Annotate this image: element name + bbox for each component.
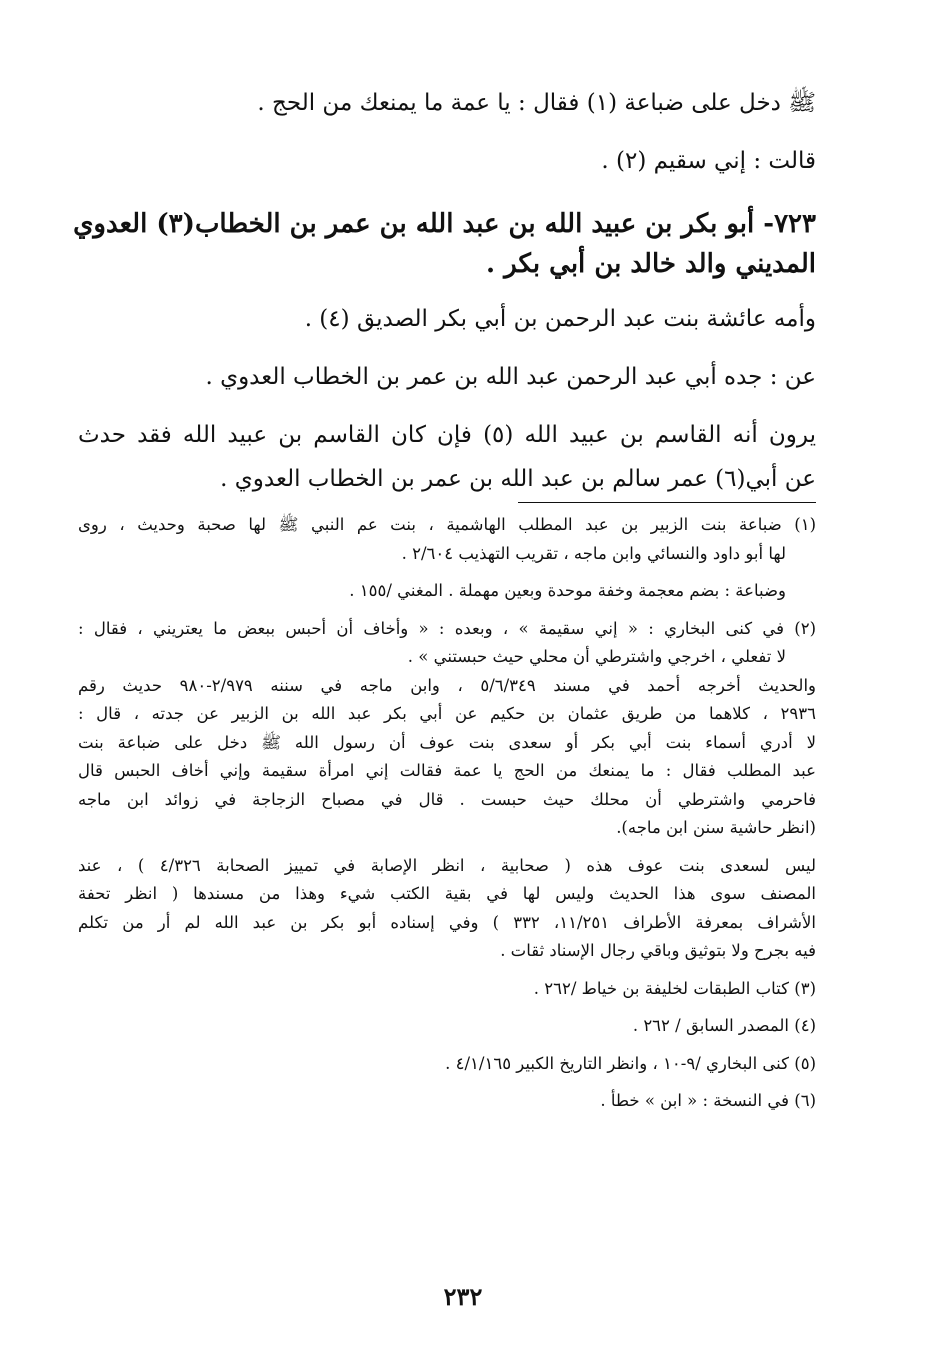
footnote-6 [78, 1087, 816, 1116]
main-text [73, 88, 816, 494]
footnote-5-text: كنى البخاري /٩-١٠ ، وانظر التاريخ الكبير ٤/١/١٦٥ . [445, 1053, 789, 1073]
footnote-2-p2-line-1: والحديث أخرجه أحمد في مسند ٥/٦/٣٤٩ ، وابن ماجه في سننه ٢/٩٧٩-٩٨٠ حديث رقم [78, 675, 816, 695]
footnote-2-text: في كنى البخاري : « إني سقيمة » ، وبعده : « وأخاف أن أحبس ببعض ما يعتريني ، فقال : [78, 618, 784, 638]
footnote-2-p2-line-6: (انظر حاشية سنن ابن ماجه). [616, 818, 816, 837]
footnote-2-p3-line-4: فيه بجرح ولا بتوثيق وباقي رجال الإسناد ثقات . [500, 941, 816, 960]
book-page [73, 88, 817, 1125]
footnote-divider [518, 502, 816, 503]
footnote-1 [78, 511, 816, 606]
footnote-2 [78, 615, 816, 966]
footnote-3-number: (٣) [794, 978, 816, 998]
footnote-2-p2-line-4: عبد المطلب فقال : ما يمنعك من الحج يا عمة فقالت إني امرأة سقيمة وإني أخاف الحبس قال [78, 761, 816, 780]
text-line-1: ﷺ دخل على ضباعة (١) فقال : يا عمة ما يمنعك من الحج . [257, 90, 816, 116]
entry-723-heading [73, 204, 816, 284]
footnote-6-text: في النسخة : « ابن » خطأ . [600, 1091, 789, 1110]
footnote-2-number: (٢) [794, 618, 816, 638]
text-line-7: يرون أنه القاسم بن عبيد الله (٥) فإن كان القاسم بن عبيد الله فقد حدث [78, 422, 816, 448]
footnote-2-p2-line-3: لا أدري أسماء بنت أبي بكر أو سعدى بنت عوف أن رسول الله ﷺ دخل على ضباعة بنت [78, 732, 816, 752]
footnote-2-p3-line-2: المصنف سوى هذا الحديث وليس لها في بقية الكتب شيء وهذا من مسندها ( انظر تحفة [78, 884, 816, 903]
footnote-4 [78, 1012, 816, 1041]
footnote-1-line-2: لها أبو داود والنسائي وابن ماجه ، تقريب التهذيب ٢/٦٠٤ . [401, 543, 786, 563]
footnote-1-line-1 [78, 511, 816, 540]
entry-heading-line-2: المديني والد خالد بن أبي بكر . [486, 249, 816, 279]
text-line-mother: وأمه عائشة بنت عبد الرحمن بن أبي بكر الصديق (٤) . [304, 306, 816, 332]
footnote-5-number: (٥) [794, 1053, 816, 1073]
footnote-5 [78, 1050, 816, 1079]
footnote-2-p2-line-2: ٢٩٣٦ ، كلاهما من طريق عثمان بن حكيم عن أبي بكر عبد الله بن الزبير عن جدته ، قال : [78, 704, 816, 723]
footnote-2-paragraph-3 [78, 852, 816, 966]
footnote-4-text: المصدر السابق / ٢٦٢ . [632, 1016, 789, 1035]
footnotes [78, 511, 816, 1116]
text-line-2: قالت : إني سقيم (٢) . [601, 148, 816, 174]
text-line-narrates-from: عن : جده أبي عبد الرحمن عبد الله بن عمر بن الخطاب العدوي . [205, 364, 816, 390]
text-line-8: عن أبي(٦) عمر سالم بن عبد الله بن عمر بن الخطاب العدوي . [220, 466, 816, 492]
footnote-1-number: (١) [794, 515, 817, 534]
footnote-2-p3-line-1: ليس لسعدى بنت عوف هذه ( صحابية ، انظر الإصابة في تمييز الصحابة ٤/٣٢٦ ) ، عند [78, 855, 816, 875]
entry-heading-line-1: ٧٢٣- أبو بكر بن عبيد الله بن عبد الله بن عمر بن الخطاب(٣) العدوي [73, 209, 816, 239]
footnote-1-text: ضباعة بنت الزبير بن عبد المطلب الهاشمية ، بنت عم النبي ﷺ لها صحبة وحديث ، روى [78, 515, 782, 534]
page-number: ٢٣٢ [443, 1282, 483, 1311]
footnote-4-number: (٤) [794, 1016, 816, 1035]
footnote-1-extra: وضباعة : بضم معجمة وخفة موحدة وبعين مهملة . المغني /١٥٥ . [349, 581, 786, 600]
footnote-3-text: كتاب الطبقات لخليفة بن خياط /٢٦٢ . [533, 978, 789, 998]
footnote-6-number: (٦) [794, 1091, 816, 1110]
footnote-2-line-1 [78, 615, 816, 644]
footnote-2-p3-line-3: الأشراف بمعرفة الأطراف ١١/٢٥١، ٣٣٢ ) وفي إسناده أبو بكر بن عبد الله لم أر من تكلم [78, 912, 816, 932]
footnote-2-p2-line-5: فاحرمي واشترطي أن محلك حيث حبست . قال في مصباح الزجاجة في زوائد ابن ماجه [78, 789, 816, 809]
footnote-2-line-2: لا تفعلي ، اخرجي واشترطي أن محلي حيث حبستني » . [407, 647, 786, 666]
footnote-3 [78, 975, 816, 1004]
footnote-2-paragraph-2 [78, 672, 816, 843]
